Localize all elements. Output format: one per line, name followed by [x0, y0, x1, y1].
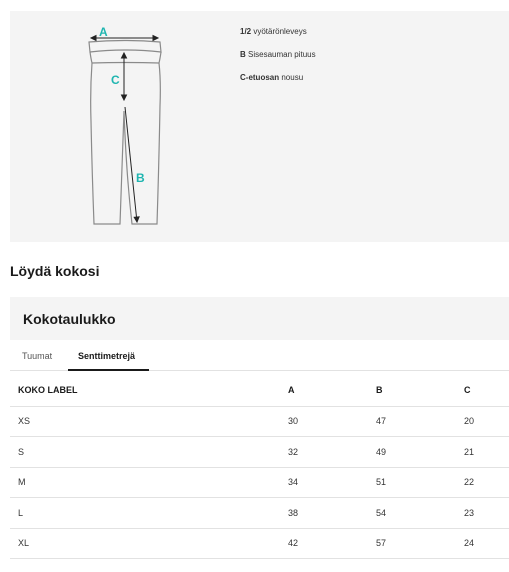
legend-item-c [240, 73, 303, 82]
tab-centimeters[interactable]: Senttimetrejä [78, 351, 136, 361]
cell-a: 32 [288, 437, 376, 468]
size-table [10, 374, 509, 559]
legend-item-b [240, 50, 316, 59]
table-row [10, 528, 509, 559]
legend-item-a [240, 27, 307, 36]
active-tab-indicator [68, 369, 149, 371]
cell-c: 23 [464, 498, 509, 529]
cell-b: 49 [376, 437, 464, 468]
diagram-label-a: A [99, 25, 108, 39]
table-row [10, 467, 509, 498]
table-row [10, 406, 509, 437]
legend-a-prefix: 1/2 [240, 27, 252, 36]
table-row [10, 437, 509, 468]
leggings-outline [89, 41, 161, 225]
cell-size: XS [10, 406, 288, 437]
table-header-row [10, 374, 509, 406]
legend-a-text: vyötärönleveys [251, 27, 307, 36]
size-chart-title: Kokotaulukko [23, 311, 116, 327]
cell-size: M [10, 467, 288, 498]
cell-c: 20 [464, 406, 509, 437]
legend-c-prefix: C-etuosan [240, 73, 280, 82]
leggings-diagram [10, 11, 240, 242]
cell-b: 57 [376, 528, 464, 559]
header-a: A [288, 374, 376, 406]
header-size-label: KOKO LABEL [10, 374, 288, 406]
legend-b-prefix: B [240, 50, 246, 59]
size-chart-header [10, 297, 509, 340]
header-b: B [376, 374, 464, 406]
legend-c-text: nousu [279, 73, 304, 82]
legend-b-text: Sisesauman pituus [245, 50, 316, 59]
cell-c: 21 [464, 437, 509, 468]
cell-c: 24 [464, 528, 509, 559]
cell-b: 51 [376, 467, 464, 498]
cell-size: L [10, 498, 288, 529]
cell-b: 54 [376, 498, 464, 529]
cell-a: 34 [288, 467, 376, 498]
diagram-label-c: C [111, 73, 120, 87]
find-size-heading: Löydä kokosi [10, 263, 100, 279]
cell-a: 42 [288, 528, 376, 559]
cell-size: S [10, 437, 288, 468]
table-row [10, 498, 509, 529]
cell-b: 47 [376, 406, 464, 437]
cell-a: 30 [288, 406, 376, 437]
cell-size: XL [10, 528, 288, 559]
diagram-label-b: B [136, 171, 145, 185]
header-c: C [464, 374, 509, 406]
size-diagram-panel [10, 11, 509, 242]
cell-a: 38 [288, 498, 376, 529]
tab-inches[interactable]: Tuumat [22, 351, 53, 361]
unit-tabs [10, 343, 509, 371]
cell-c: 22 [464, 467, 509, 498]
